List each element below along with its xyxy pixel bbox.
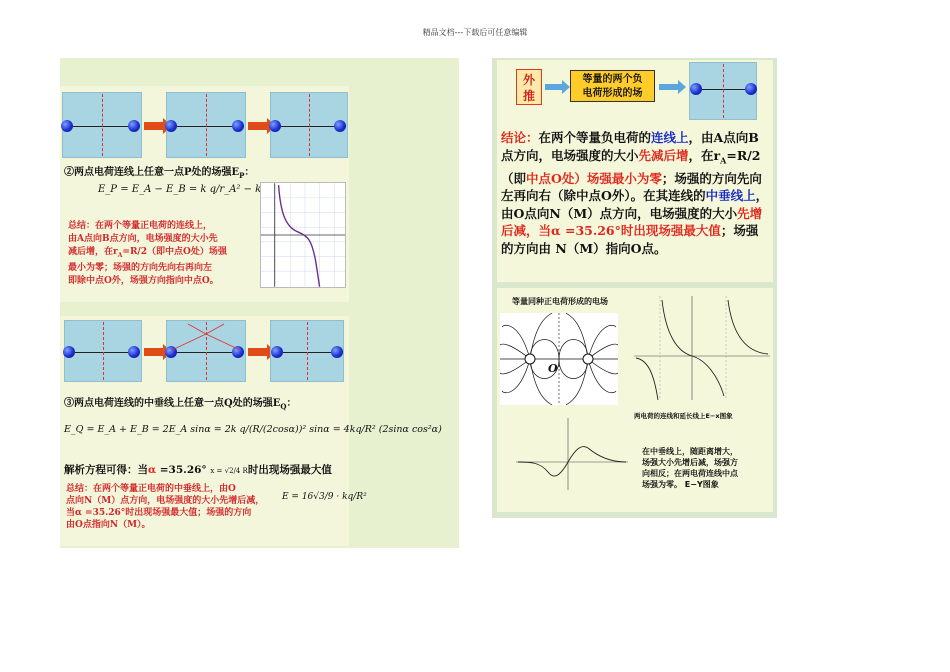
field-title: 等量同种正电荷形成的电场	[512, 297, 608, 306]
solve-line: 解析方程可得：当α =35.26° x = √2/4 R时出现场强最大值	[64, 464, 332, 476]
red-arrow-icon	[144, 348, 164, 356]
section3-title: ③两点电荷连线的中垂线上任意一点Q处的场强$E_Q$：	[64, 398, 297, 411]
charge-a	[61, 120, 73, 132]
blue-arrow-icon	[545, 84, 563, 90]
ex-graph-caption: 两电荷的连线和延长线上E−x图象	[634, 412, 733, 420]
ex-graph	[634, 296, 770, 400]
origin-label: O	[548, 362, 558, 375]
ep-graph	[260, 182, 346, 288]
section2-title: ②两点电荷连线上任意一点P处的场强$E_P$：	[64, 167, 255, 180]
blue-arrow-icon	[659, 84, 679, 90]
formula-ep: E_P = E_A − E_B = k q/r_A² − k q/(R−r_A)²	[98, 184, 319, 195]
summary-section2: 总结：在两个等量正电荷的连线上， 由A点向B点方向，电场强度的大小先 减后增，在$r_A=R/2$（即中点O处）场强 最小为零；场强的方向先向右再向左 即除中点O外，场强方向指向中点O。	[68, 221, 227, 286]
formula-emax: E = 16√3/9 · kq/R²	[282, 492, 367, 502]
formula-eq: E_Q = E_A + E_B = 2E_A sinα = 2k q/(R/(2cosα))² sinα = 4kq/R² (2sinα cos²α)	[64, 424, 442, 435]
red-arrow-icon	[248, 122, 268, 130]
charge-b	[128, 120, 140, 132]
negative-charges-box: 等量的两个负 电荷形成的场	[570, 70, 655, 102]
ey-graph	[516, 418, 628, 490]
summary-section3: 总结：在两个等量正电荷的中垂线上，由O 点向N（M）点方向，电场强度的大小先增后减， 当α =35.26°时出现场强最大值；场强的方向 由O点指向N（M）。	[66, 484, 265, 530]
conclusion-text: 结论：在两个等量负电荷的连线上，由A点向B点方向，电场强度的大小先减后增，在$r_A=R/2$（即中点O处）场强最小为零；场强的方向先向左再向右（除中点O外）。在其连线的中垂线上，由O点向N（M）点方向，电场强度的大小先增后减，当α =35.26°时出现场强最大值；场强的方向由 N（M）指向O点。	[501, 130, 769, 256]
field-lines-diagram	[500, 313, 618, 405]
page-header: 精品文档---下载后可任意编辑	[422, 28, 528, 37]
extrapolate-box: 外 推	[516, 69, 542, 105]
red-arrow-icon	[248, 348, 268, 356]
midline-paragraph: 在中垂线上，随距离增大， 场强大小先增后减，场强方 向相反；在两电荷连线中点 场强为零。 E−Y图象	[642, 447, 738, 489]
red-arrow-icon	[144, 122, 164, 130]
